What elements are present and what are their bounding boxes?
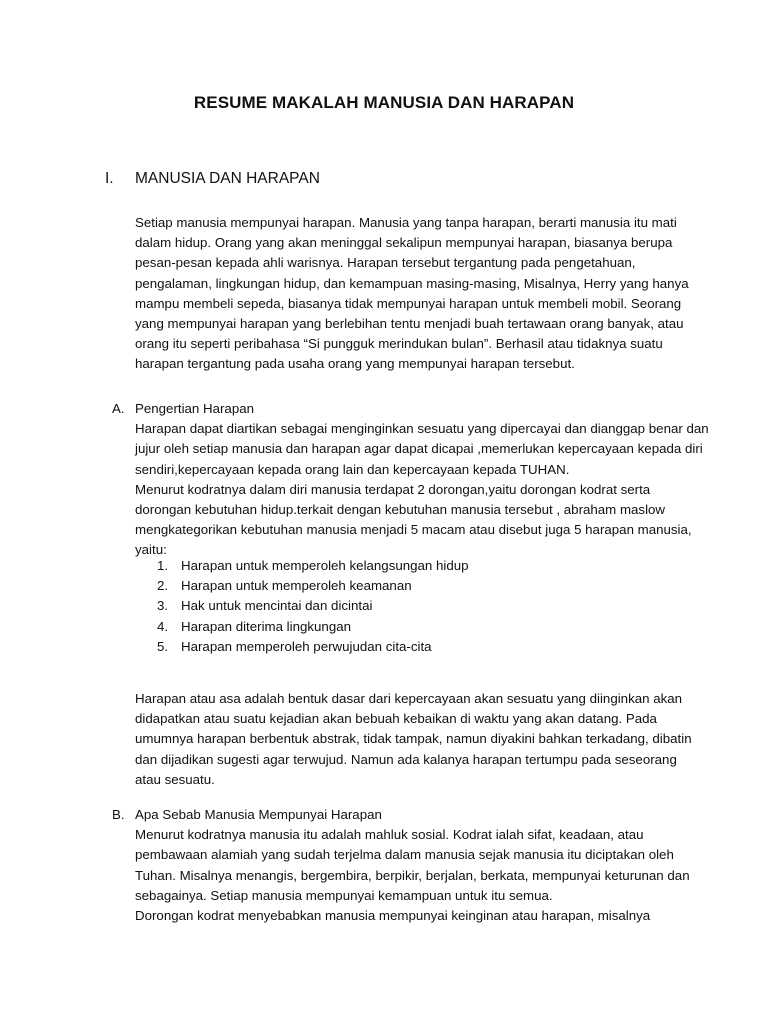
subsection-a-letter: A. <box>112 401 125 416</box>
subsection-a-body <box>135 399 709 561</box>
paragraph-line: Harapan atau asa adalah bentuk dasar dari kepercayaan akan sesuatu yang diinginkan akan <box>135 691 683 706</box>
paragraph-line: Menurut kodratnya manusia itu adalah mahluk sosial. Kodrat ialah sifat, keadaan, atau <box>135 827 644 843</box>
paragraph-line: umumnya harapan berbentuk abstrak, tidak tampak, namun diyakini bahkan terkadang, dibatin <box>135 731 692 747</box>
list-text: Hak untuk mencintai dan dicintai <box>181 598 373 614</box>
document-title: RESUME MAKALAH MANUSIA DAN HARAPAN <box>193 93 575 112</box>
paragraph-line: Harapan dapat diartikan sebagai menginginkan sesuatu yang dipercayai dan dianggap benar dan <box>135 421 709 437</box>
paragraph-line: Dorongan kodrat menyebabkan manusia mempunyai keinginan atau harapan, misalnya <box>135 908 651 924</box>
list-number: 3. <box>157 598 169 614</box>
subsection-b-heading: Apa Sebab Manusia Mempunyai Harapan <box>135 807 382 822</box>
paragraph-line: sebagainya. Setiap manusia mempunyai kemampuan untuk itu semua. <box>135 887 553 903</box>
list-number: 5. <box>157 638 169 654</box>
subsection-b-body <box>135 805 690 926</box>
list-text: Harapan memperoleh perwujudan cita-cita <box>181 638 432 654</box>
list-text: Harapan untuk memperoleh kelangsungan hidup <box>181 558 469 573</box>
paragraph-line: harapan tergantung pada usaha orang yang mempunyai harapan tersebut. <box>135 356 575 372</box>
list-number: 1. <box>157 558 169 573</box>
paragraph-line: mampu membeli sepeda, biasanya tidak mempunyai harapan untuk membeli mobil. Seorang <box>135 295 682 311</box>
paragraph-line: atau sesuatu. <box>135 771 215 787</box>
harapan-list <box>135 556 469 657</box>
paragraph-line: Menurut kodratnya dalam diri manusia terdapat 2 dorongan,yaitu dorongan kodrat serta <box>135 481 651 497</box>
section-heading: MANUSIA DAN HARAPAN <box>135 170 320 187</box>
paragraph-line: yang mempunyai harapan yang berlebihan tentu menjadi buah tertawaan orang banyak, atau <box>135 316 684 332</box>
paragraph-line: jujur oleh setiap manusia dan harapan agar dapat dicapai ,memerlukan kepercayaan kepada diri <box>135 441 703 457</box>
paragraph-line: mengkategorikan kebutuhan manusia menjadi 5 macam atau disebut juga 5 harapan manusia, <box>135 522 692 538</box>
list-item <box>135 637 469 657</box>
paragraph-line: yaitu: <box>135 542 167 558</box>
list-number: 4. <box>157 618 169 634</box>
paragraph-line: dan dijadikan sugesti agar terwujud. Namun ada kalanya harapan tertumpu pada seseorang <box>135 751 677 767</box>
subsection-b-letter: B. <box>112 807 125 822</box>
paragraph-line: sendiri,kepercayaan kepada orang lain dan kepercayaan kepada TUHAN. <box>135 461 570 477</box>
paragraph-line: didapatkan atau suatu kejadian akan bebuah kebaikan di waktu yang akan datang. Pada <box>135 711 657 727</box>
list-item <box>135 556 469 576</box>
list-text: Harapan diterima lingkungan <box>181 618 352 634</box>
paragraph-line: dalam hidup. Orang yang akan meninggal sekalipun mempunyai harapan, biasanya berupa <box>135 235 673 251</box>
subsection-a-heading: Pengertian Harapan <box>135 401 255 416</box>
paragraph-line: Setiap manusia mempunyai harapan. Manusia yang tanpa harapan, berarti manusia itu mati <box>135 215 677 230</box>
list-number: 2. <box>157 578 169 594</box>
paragraph-line: pembawaan alamiah yang sudah terjelma dalam manusia sejak manusia itu diciptakan oleh <box>135 847 674 863</box>
list-item <box>135 596 469 616</box>
list-item <box>135 617 469 637</box>
harapan-paragraph <box>135 689 692 790</box>
section-number: I. <box>105 170 114 187</box>
paragraph-line: pengalaman, lingkungan hidup, dan kemampuan masing-masing, Misalnya, Herry yang hanya <box>135 275 689 291</box>
paragraph-line: dorongan kebutuhan hidup.terkait dengan kebutuhan manusia tersebut , abraham maslow <box>135 502 666 518</box>
paragraph-line: orang itu seperti peribahasa “Si pungguk merindukan bulan”. Berhasil atau tidaknya suatu <box>135 336 663 352</box>
list-item <box>135 576 469 596</box>
intro-paragraph <box>135 213 689 375</box>
paragraph-line: Tuhan. Misalnya menangis, bergembira, berpikir, berjalan, berkata, mempunyai keturunan dan <box>135 867 690 883</box>
list-text: Harapan untuk memperoleh keamanan <box>181 578 412 594</box>
paragraph-line: pesan-pesan kepada ahli warisnya. Harapan tersebut tergantung pada pengetahuan, <box>135 255 636 271</box>
